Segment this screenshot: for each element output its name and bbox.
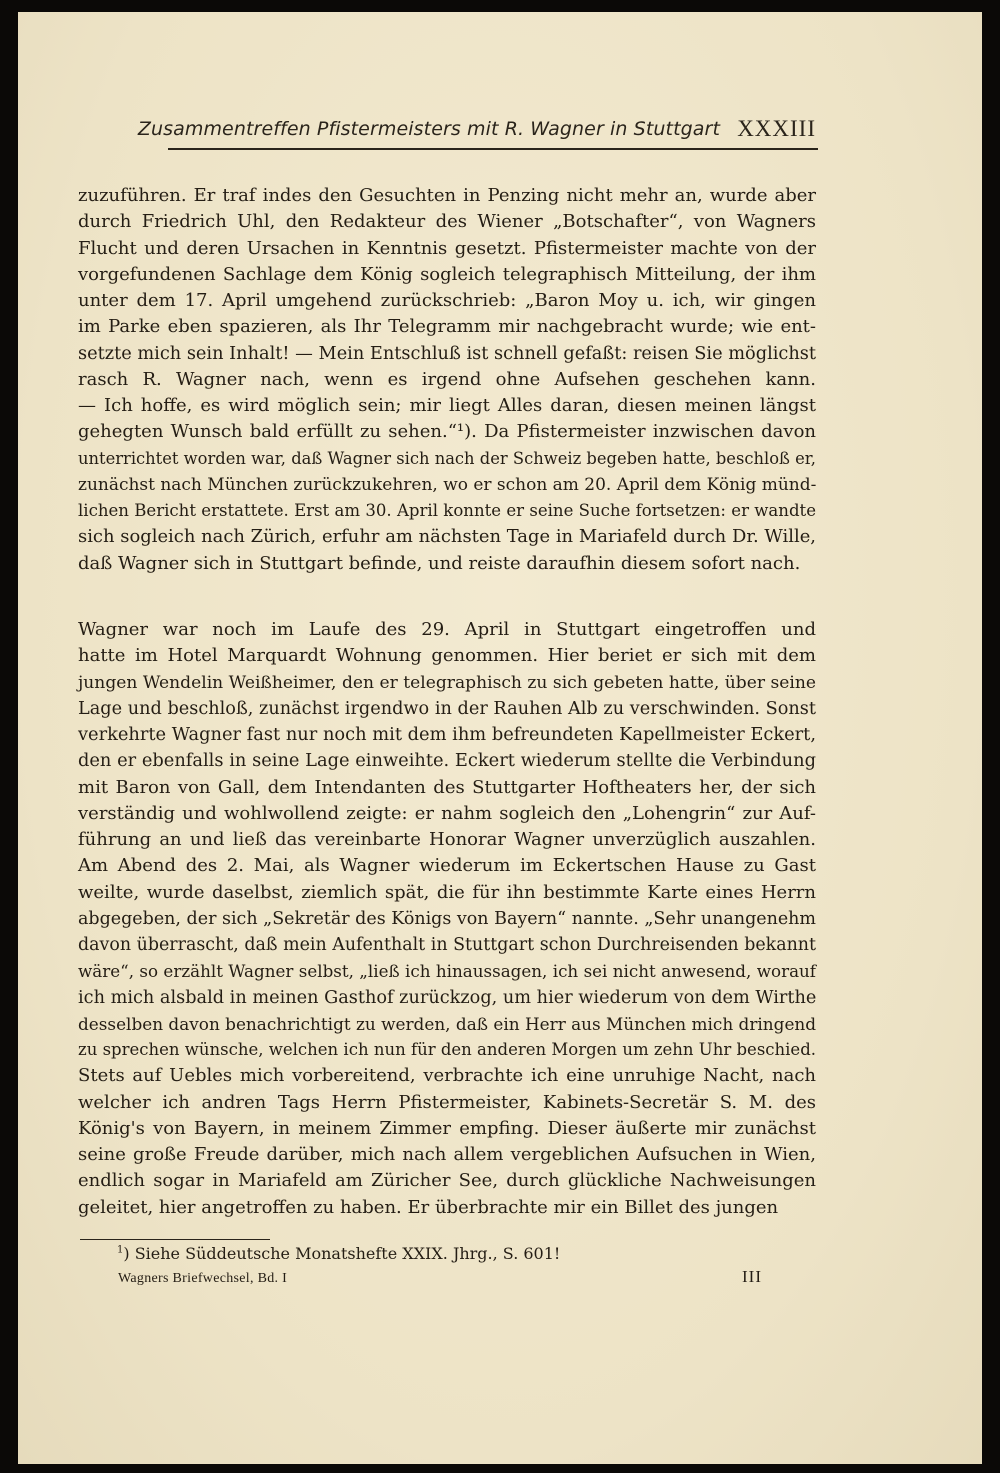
text-line: daß Wagner sich in Stuttgart befinde, und reiste daraufhin diesem sofort nach. (78, 552, 801, 574)
text-line: davon überrascht, daß mein Aufenthalt in Stuttgart schon Durchreisenden bekannt (78, 935, 816, 955)
text-line: zuzuführen. Er traf indes den Gesuchten in Penzing nicht mehr an, wurde aber (78, 185, 816, 206)
text-line: den er ebenfalls in seine Lage einweihte. Eckert wiederum stellte die Verbindung (78, 750, 816, 772)
text-line: hatte im Hotel Marquardt Wohnung genommen. Hier beriet er sich mit dem (78, 645, 816, 667)
text-line: welcher ich andren Tags Herrn Pfistermeister, Kabinets-Secretär S. M. des (78, 1091, 816, 1113)
text-line: Flucht und deren Ursachen in Kenntnis gesetzt. Pfistermeister machte von der (78, 237, 816, 259)
text-line: zunächst nach München zurückzukehren, wo er schon am 20. April dem König münd- (78, 474, 817, 495)
footnote-marker: 1 (117, 1244, 124, 1256)
text-line: seine große Freude darüber, mich nach allem vergeblichen Aufsuchen in Wien, (78, 1144, 816, 1165)
header-rule (168, 148, 818, 150)
text-line: Am Abend des 2. Mai, als Wagner wiederum im Eckertschen Hause zu Gast (78, 855, 816, 877)
text-line: gehegten Wunsch bald erfüllt zu sehen.“¹). Da Pfistermeister inzwischen davon (78, 421, 816, 443)
text-line: ich mich alsbald in meinen Gasthof zurückzog, um hier wiederum von dem Wirthe (78, 987, 817, 1008)
text-line: jungen Wendelin Weißheimer, den er telegraphisch zu sich gebeten hatte, über seine (78, 672, 816, 693)
text-line: unter dem 17. April umgehend zurückschrieb: „Baron Moy u. ich, wir gingen (78, 290, 816, 311)
text-line: sich sogleich nach Zürich, erfuhr am nächsten Tage in Mariafeld durch Dr. Wille, (78, 526, 816, 548)
page-number: XXXIII (737, 116, 816, 141)
text-line: verständig und wohlwollend zeigte: er nahm sogleich den „Lohengrin“ zur Auf- (78, 802, 816, 824)
running-header (137, 116, 818, 150)
text-line: zu sprechen wünsche, welchen ich nun für den anderen Morgen um zehn Uhr beschied. (78, 1040, 816, 1059)
text-line: Wagner war noch im Laufe des 29. April in Stuttgart eingetroffen und (78, 619, 816, 640)
text-line: führung an und ließ das vereinbarte Honorar Wagner unverzüglich auszahlen. (78, 829, 816, 850)
text-line: verkehrte Wagner fast nur noch mit dem ihm befreundeten Kapellmeister Eckert, (78, 724, 816, 745)
text-line: endlich sogar in Mariafeld am Züricher See, durch glückliche Nachweisungen (78, 1170, 816, 1192)
text-line: vorgefundenen Sachlage dem König sogleich telegraphisch Mitteilung, der ihm (78, 263, 816, 285)
text-line: durch Friedrich Uhl, den Redakteur des Wiener „Botschafter“, von Wagners (78, 211, 816, 233)
footnote (117, 1244, 560, 1263)
text-line: rasch R. Wagner nach, wenn es irgend ohne Aufsehen geschehen kann. (78, 368, 816, 390)
text-line: lichen Bericht erstattete. Erst am 30. April konnte er seine Suche fortsetzen: er wandte (78, 501, 816, 520)
text-line: mit Baron von Gall, dem Intendanten des Stuttgarter Hoftheaters her, der sich (78, 776, 816, 798)
text-line: — Ich hoffe, es wird möglich sein; mir liegt Alles daran, diesen meinen längst (78, 395, 816, 416)
footnote-rule (80, 1239, 270, 1240)
paragraph-1 (78, 183, 816, 577)
text-line: geleitet, hier angetroffen zu haben. Er überbrachte mir ein Billet des jungen (78, 1196, 779, 1218)
signature-mark: III (742, 1267, 762, 1286)
text-line: abgegeben, der sich „Sekretär des Königs von Bayern“ nannte. „Sehr unangenehm (78, 908, 816, 929)
text-line: Stets auf Uebles mich vorbereitend, verbrachte ich eine unruhige Nacht, nach (78, 1065, 816, 1087)
footnote-text: ) Siehe Süddeutsche Monatshefte XXIX. Jhrg., S. 601! (123, 1244, 561, 1263)
text-line: Lage und beschloß, zunächst irgendwo in der Rauhen Alb zu verschwinden. Sonst (78, 698, 816, 719)
text-line: wäre“, so erzählt Wagner selbst, „ließ ich hinaussagen, ich sei nicht anwesend, worauf (78, 961, 816, 982)
text-line: im Parke eben spazieren, als Ihr Telegramm mir nachgebracht wurde; wie ent- (78, 316, 816, 338)
text-line: König's von Bayern, in meinem Zimmer empfing. Dieser äußerte mir zunächst (78, 1117, 816, 1139)
header-title: Zusammentreffen Pfistermeisters mit R. Wagner in Stuttgart (137, 118, 720, 140)
text-line: weilte, wurde daselbst, ziemlich spät, die für ihn bestimmte Karte eines Herrn (78, 881, 816, 903)
signature-title: Wagners Briefwechsel, Bd. I (118, 1271, 288, 1286)
paragraph-2 (78, 617, 816, 1221)
text-line: desselben davon benachrichtigt zu werden, daß ein Herr aus München mich dringend (78, 1013, 817, 1034)
text-line: unterrichtet worden war, daß Wagner sich nach der Schweiz begeben hatte, beschloß er, (78, 448, 816, 468)
text-line: setzte mich sein Inhalt! — Mein Entschluß ist schnell gefaßt: reisen Sie möglichst (78, 343, 816, 364)
